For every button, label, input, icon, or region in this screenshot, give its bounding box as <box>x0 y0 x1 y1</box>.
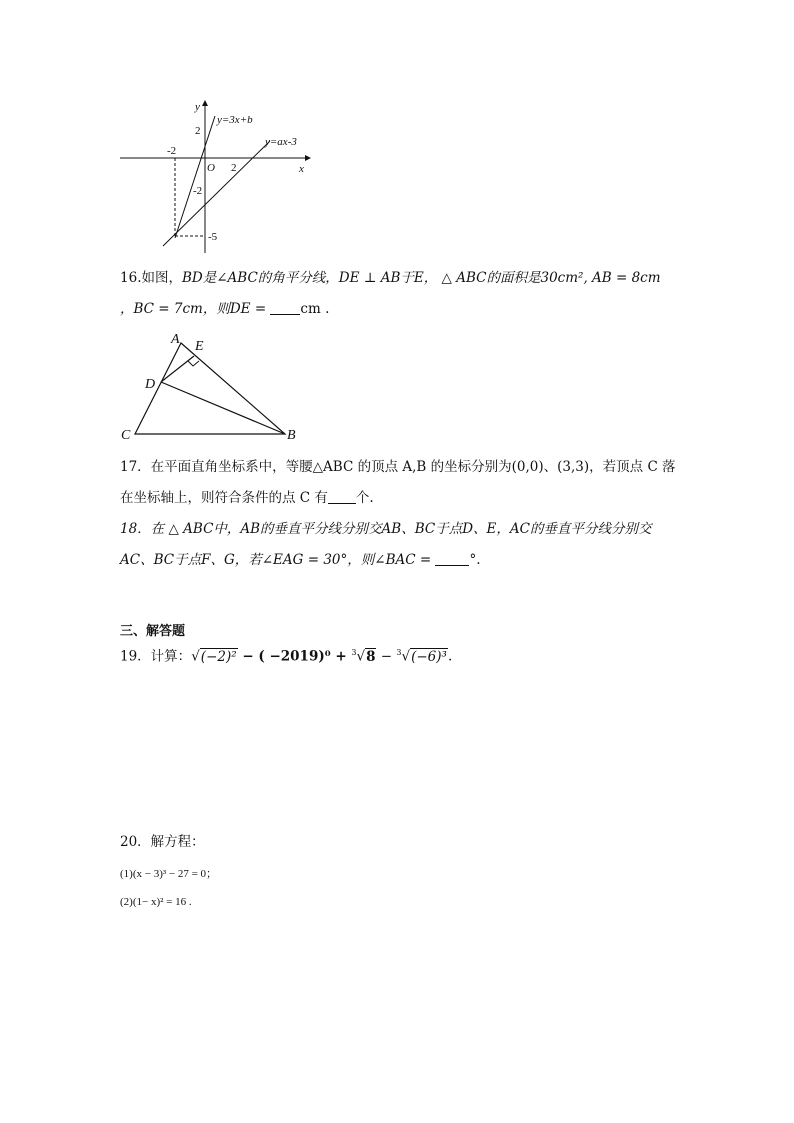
coordinate-graph <box>115 98 315 258</box>
q17-answer-blank[interactable] <box>328 489 356 504</box>
q17-text2: 在坐标轴上，则符合条件的点 C 有 <box>120 490 328 506</box>
q17-line2 <box>120 488 374 508</box>
cbrt-sign2: √ <box>401 648 411 665</box>
right-angle-mark <box>188 361 199 366</box>
q17-line1 <box>120 457 676 477</box>
q16-line2 <box>120 299 329 319</box>
cube-root-index1: 3 <box>351 648 357 657</box>
cube-root-index2: 3 <box>396 648 402 657</box>
q19-radicand2: 8 <box>366 648 376 665</box>
section-heading: 三、解答题 <box>120 624 186 639</box>
q20-part2: (2)(1− x)² = 16 . <box>120 896 192 908</box>
q20-title: 20．解方程： <box>120 834 205 850</box>
segment-de <box>161 356 194 382</box>
line2-label: y=ax-3 <box>265 136 297 148</box>
q19-minus: − <box>376 648 397 665</box>
q16-number: 16 <box>120 270 138 286</box>
tick-y-neg2: -2 <box>193 185 203 197</box>
q19-line <box>120 643 452 667</box>
label-d: D <box>145 377 156 392</box>
q19-term2: − ( −2019)⁰ + <box>237 648 352 665</box>
y-axis-label: y <box>195 101 200 113</box>
y-axis-arrow <box>202 100 208 106</box>
q19-end: . <box>447 648 453 665</box>
q18-text1: 18．在 △ ABC中，AB的垂直平分线分别交AB、BC于点D、E，AC的垂直平分线分别交 <box>120 521 652 537</box>
q16-answer-blank[interactable] <box>270 300 300 315</box>
x-axis-label: x <box>299 163 304 175</box>
q16-line1 <box>120 268 661 288</box>
label-c: C <box>121 428 131 443</box>
x-axis-arrow <box>305 155 311 161</box>
cbrt-sign1: √ <box>356 648 366 665</box>
q18-answer-blank[interactable] <box>435 551 469 566</box>
q19-radicand1: (−2)² <box>200 648 237 665</box>
label-a: A <box>171 332 180 347</box>
q16-text: BD是∠ABC的角平分线，DE ⊥ AB于E， △ ABC的面积是30cm², AB = 8cm <box>181 270 661 286</box>
q18-line2 <box>120 550 481 570</box>
triangle-figure <box>115 328 315 448</box>
sqrt-sign: √ <box>191 648 200 665</box>
q17-text3: 个. <box>355 490 374 506</box>
q18-text3: °. <box>469 552 481 568</box>
segment-bd <box>161 382 285 434</box>
q18-line1 <box>120 519 652 539</box>
tick-x-neg2: -2 <box>167 145 177 157</box>
q20-part1: (1)(x − 3)³ − 27 = 0； <box>120 868 218 880</box>
q17-text1: 17．在平面直角坐标系中，等腰△ABC 的顶点 A,B 的坐标分别为(0,0)、(3,3)，若顶点 C 落 <box>120 459 676 475</box>
label-e: E <box>195 339 204 354</box>
line1-label: y=3x+b <box>217 114 253 126</box>
q16-prefix: .如图， <box>137 270 182 286</box>
q18-text2: AC、BC于点F、G，若∠EAG = 30°，则∠BAC = <box>120 552 436 568</box>
q19-prefix: 19．计算： <box>120 648 192 665</box>
triangle-abc <box>135 343 285 434</box>
q19-radicand3: (−6)³ <box>411 648 447 665</box>
tick-x-2: 2 <box>231 162 237 174</box>
label-b: B <box>287 428 296 443</box>
q16-text2: ，BC = 7cm，则DE = <box>120 301 271 317</box>
tick-y-2: 2 <box>195 125 201 137</box>
tick-y-neg5: -5 <box>208 231 218 243</box>
q16-unit: cm . <box>300 301 330 317</box>
origin-label: O <box>207 162 215 174</box>
